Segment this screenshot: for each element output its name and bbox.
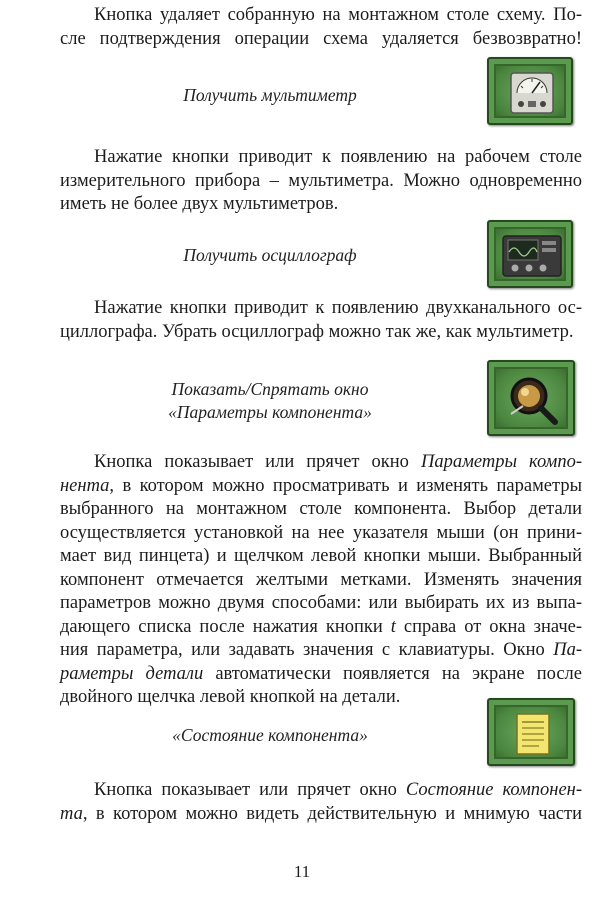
paragraph-multimeter (60, 146, 582, 217)
paragraph-line: Кнопка удаляет собранную на монтажном столе схему. По- (94, 5, 582, 25)
paragraph-line: раметры детали автоматически появляется на экране после (60, 663, 582, 684)
paragraph-delete-scheme (60, 4, 582, 51)
paragraph-line: нента, в котором можно просматривать и изменять параметры (60, 475, 582, 496)
get-multimeter-button[interactable] (487, 57, 573, 125)
paragraph-line: Кнопка показывает или прячет окно Параметры компо- (94, 452, 582, 472)
caption-get-oscilloscope: Получить осциллограф (183, 245, 357, 265)
paragraph-line: Нажатие кнопки приводит к появлению двухканального ос- (94, 298, 582, 318)
magnifier-tweezers-icon (489, 362, 577, 438)
page-number: 11 (293, 862, 311, 881)
caption-line: «Параметры компонента» (168, 402, 372, 422)
caption-component-state: «Состояние компонента» (172, 725, 368, 745)
multimeter-icon (489, 59, 575, 127)
paragraph-line: сле подтверждения операции схема удаляется безвозвратно! (60, 28, 582, 49)
caption-get-multimeter: Получить мультиметр (183, 85, 357, 105)
caption-line: Показать/Спрятать окно (171, 379, 369, 399)
paragraph-line: осуществляется установкой на нее указателя мыши (он прини- (60, 522, 582, 543)
paragraph-line: та, в котором можно видеть действительную и мнимую части (60, 803, 582, 824)
paragraph-line: выбранного на монтажном столе компонента. Выбор детали (60, 499, 582, 519)
caption-component-parameters (120, 378, 420, 424)
toggle-component-parameters-button[interactable] (487, 360, 575, 436)
paragraph-line: параметров можно двумя способами: или выбирать их из выпа- (60, 593, 582, 613)
notepad-icon (489, 700, 577, 768)
paragraph-component-state (60, 779, 582, 826)
paragraph-line: дающего списка после нажатия кнопки t справа от окна значе- (60, 616, 582, 637)
paragraph-line: Нажатие кнопки приводит к появлению на рабочем столе (94, 147, 582, 167)
paragraph-line: Кнопка показывает или прячет окно Состояние компонен- (94, 780, 583, 800)
paragraph-line: ния параметра, или задавать значения с клавиатуры. Окно Па- (60, 640, 582, 660)
paragraph-line: измерительного прибора – мультиметра. Можно одновременно (60, 170, 582, 191)
paragraph-line: циллографа. Убрать осциллограф можно так же, как мультиметр. (60, 321, 574, 342)
paragraph-component-parameters (60, 451, 582, 710)
oscilloscope-icon (489, 222, 575, 290)
paragraph-oscilloscope (60, 297, 582, 344)
paragraph-line: двойного щелчка левой кнопкой на детали. (60, 687, 401, 707)
paragraph-line: мает вид пинцета) и щелчком левой кнопки мыши. Выбранный (60, 546, 582, 566)
get-oscilloscope-button[interactable] (487, 220, 573, 288)
toggle-component-state-button[interactable] (487, 698, 575, 766)
paragraph-line: иметь не более двух мультиметров. (60, 194, 339, 214)
paragraph-line: компонент отмечается желтыми метками. Изменять значения (60, 569, 582, 590)
